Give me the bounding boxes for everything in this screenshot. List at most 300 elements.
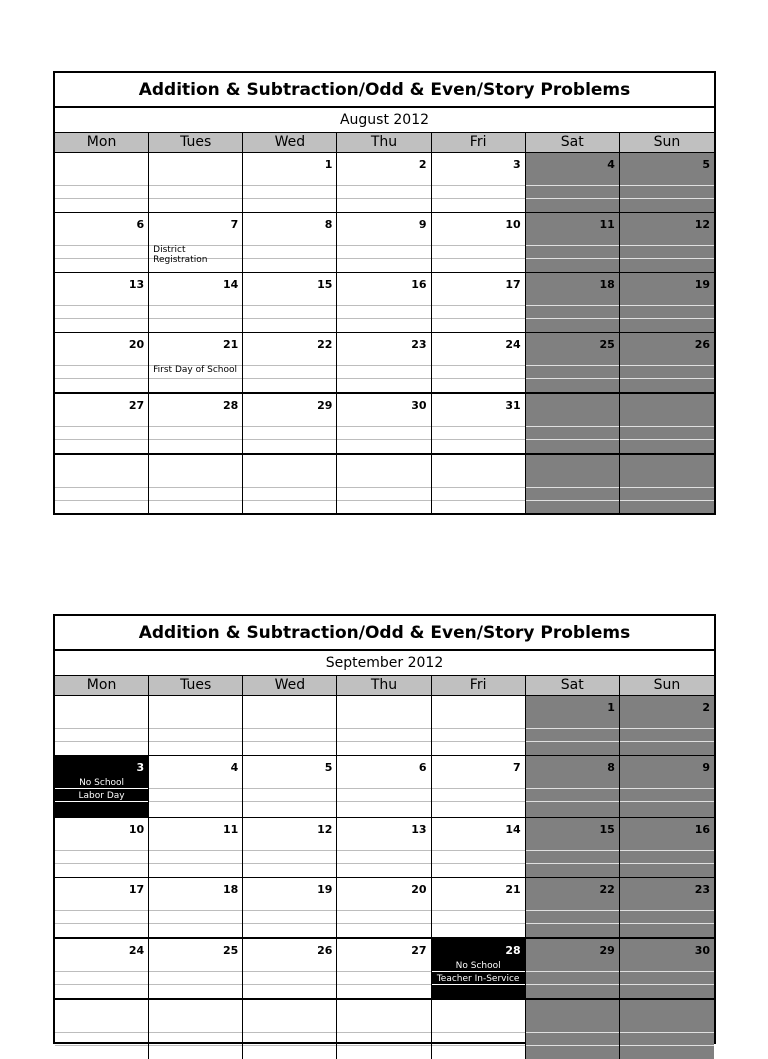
entry-line	[55, 850, 148, 851]
entry-line	[526, 1032, 619, 1033]
entry-line	[526, 426, 619, 427]
entry-line	[526, 741, 619, 742]
entry-line	[55, 365, 148, 366]
day-cell[interactable]	[55, 153, 149, 212]
entry-line	[337, 365, 430, 366]
day-cell[interactable]	[243, 939, 337, 998]
entry-line	[55, 741, 148, 742]
day-number: 18	[599, 278, 615, 291]
day-number: 2	[418, 158, 427, 171]
entry-line	[337, 500, 430, 501]
entry-line	[620, 1045, 714, 1046]
day-cell[interactable]	[149, 818, 243, 877]
day-cell[interactable]	[432, 394, 526, 453]
entry-line	[526, 984, 619, 985]
weekday-thu: Thu	[337, 676, 431, 695]
entry-line	[337, 923, 430, 924]
entry-line	[149, 728, 242, 729]
entry-line	[337, 1032, 430, 1033]
weekday-sat: Sat	[526, 133, 620, 152]
entry-line	[526, 305, 619, 306]
entry-line	[432, 185, 525, 186]
weekday-header	[55, 676, 714, 696]
calendar-title: Addition & Subtraction/Odd & Even/Story Problems	[55, 616, 714, 651]
day-cell[interactable]	[526, 394, 620, 453]
entry-line	[55, 863, 148, 864]
day-cell[interactable]	[55, 878, 149, 937]
entry-line	[526, 365, 619, 366]
entry-line	[55, 318, 148, 319]
entry-line	[432, 910, 525, 911]
day-number: 24	[505, 338, 521, 351]
day-cell[interactable]	[337, 696, 431, 755]
day-note: District	[153, 245, 186, 255]
entry-line	[149, 198, 242, 199]
calendar-title: Addition & Subtraction/Odd & Even/Story Problems	[55, 73, 714, 108]
day-cell[interactable]	[337, 333, 431, 392]
entry-line	[526, 198, 619, 199]
day-cell[interactable]	[149, 1000, 243, 1059]
day-number: 5	[702, 158, 710, 171]
week-row	[55, 1000, 714, 1059]
day-number: 1	[607, 701, 615, 714]
entry-line	[620, 500, 714, 501]
day-number: 17	[128, 883, 145, 896]
day-cell[interactable]	[149, 939, 243, 998]
entry-line	[243, 863, 336, 864]
entry-line	[432, 487, 525, 488]
entry-line	[337, 439, 430, 440]
day-cell[interactable]	[55, 333, 149, 392]
entry-line	[526, 728, 619, 729]
entry-line	[149, 971, 242, 972]
entry-line	[620, 245, 714, 246]
entry-line	[243, 258, 336, 259]
entry-line	[620, 198, 714, 199]
day-number: 23	[411, 338, 427, 351]
day-cell[interactable]	[243, 455, 337, 513]
entry-line	[432, 365, 525, 366]
day-number: 3	[513, 158, 521, 171]
day-number: 29	[599, 944, 615, 957]
day-number: 20	[128, 338, 145, 351]
weekday-tues: Tues	[149, 676, 243, 695]
entry-line	[432, 788, 525, 789]
weekday-header	[55, 133, 714, 153]
day-cell[interactable]	[620, 696, 714, 755]
day-cell[interactable]	[149, 696, 243, 755]
day-cell[interactable]	[526, 756, 620, 817]
day-cell[interactable]	[149, 213, 243, 272]
entry-line	[243, 741, 336, 742]
entry-line	[243, 305, 336, 306]
entry-line	[55, 258, 148, 259]
day-number: 12	[317, 823, 333, 836]
entry-line	[620, 850, 714, 851]
entry-line	[55, 923, 148, 924]
entry-line	[243, 426, 336, 427]
day-cell[interactable]	[432, 273, 526, 332]
entry-line	[149, 923, 242, 924]
entry-line	[432, 500, 525, 501]
entry-line	[55, 801, 148, 802]
day-cell[interactable]	[432, 1000, 526, 1059]
week-row	[55, 213, 714, 273]
day-cell[interactable]	[526, 153, 620, 212]
day-cell[interactable]	[337, 213, 431, 272]
entry-line	[55, 305, 148, 306]
day-cell[interactable]	[620, 1000, 714, 1059]
day-cell[interactable]	[620, 333, 714, 392]
day-cell[interactable]	[432, 696, 526, 755]
day-number: 15	[599, 823, 615, 836]
day-cell[interactable]	[526, 455, 620, 513]
entry-line	[526, 487, 619, 488]
day-cell[interactable]	[432, 333, 526, 392]
weekday-fri: Fri	[432, 676, 526, 695]
entry-line	[149, 1045, 242, 1046]
day-cell[interactable]	[620, 939, 714, 998]
weekday-fri: Fri	[432, 133, 526, 152]
day-cell[interactable]	[526, 878, 620, 937]
calendar-september	[53, 614, 716, 1044]
entry-line	[526, 185, 619, 186]
day-number: 8	[607, 761, 615, 774]
day-number: 23	[694, 883, 710, 896]
entry-line	[620, 378, 714, 379]
entry-line	[526, 923, 619, 924]
entry-line	[620, 923, 714, 924]
day-cell[interactable]	[243, 818, 337, 877]
entry-line	[526, 1045, 619, 1046]
entry-line	[55, 910, 148, 911]
entry-line	[149, 318, 242, 319]
day-cell[interactable]	[526, 333, 620, 392]
day-cell[interactable]	[620, 153, 714, 212]
day-number: 19	[317, 883, 333, 896]
day-number: 12	[694, 218, 710, 231]
entry-line	[432, 305, 525, 306]
day-number: 22	[317, 338, 333, 351]
entry-line	[55, 500, 148, 501]
calendar-month: September 2012	[55, 651, 714, 676]
weekday-tues: Tues	[149, 133, 243, 152]
day-number: 11	[222, 823, 239, 836]
entry-line	[432, 741, 525, 742]
day-cell[interactable]	[432, 878, 526, 937]
day-cell[interactable]	[620, 455, 714, 513]
day-note: Labor Day	[78, 791, 125, 801]
day-cell[interactable]	[149, 153, 243, 212]
entry-line	[243, 850, 336, 851]
day-number: 26	[317, 944, 333, 957]
day-number: 26	[694, 338, 710, 351]
entry-line	[337, 318, 430, 319]
calendar-grid	[55, 153, 714, 513]
entry-line	[337, 245, 430, 246]
day-cell[interactable]	[337, 939, 431, 998]
day-cell[interactable]	[149, 455, 243, 513]
entry-line	[243, 923, 336, 924]
day-cell[interactable]	[55, 696, 149, 755]
day-cell[interactable]	[55, 455, 149, 513]
calendar-grid	[55, 696, 714, 1059]
day-cell[interactable]	[55, 756, 149, 817]
week-row	[55, 756, 714, 818]
entry-line	[243, 365, 336, 366]
day-number: 19	[694, 278, 710, 291]
day-number: 31	[505, 399, 521, 412]
day-number: 10	[505, 218, 521, 231]
entry-line	[337, 487, 430, 488]
entry-line	[432, 801, 525, 802]
entry-line	[526, 258, 619, 259]
entry-line	[620, 439, 714, 440]
entry-line	[55, 1032, 148, 1033]
entry-line	[149, 487, 242, 488]
entry-line	[55, 728, 148, 729]
entry-line	[526, 971, 619, 972]
week-row	[55, 878, 714, 939]
day-cell[interactable]	[620, 273, 714, 332]
day-cell[interactable]	[243, 878, 337, 937]
weekday-mon: Mon	[55, 133, 149, 152]
day-number: 6	[136, 218, 145, 231]
day-note: Teacher In-Service	[436, 974, 520, 984]
day-number: 2	[702, 701, 710, 714]
entry-line	[526, 378, 619, 379]
entry-line	[432, 258, 525, 259]
day-number: 6	[418, 761, 427, 774]
day-cell[interactable]	[337, 455, 431, 513]
day-cell[interactable]	[526, 818, 620, 877]
weekday-wed: Wed	[243, 133, 337, 152]
entry-line	[337, 971, 430, 972]
day-cell[interactable]	[243, 213, 337, 272]
entry-line	[55, 487, 148, 488]
entry-line	[526, 245, 619, 246]
weekday-thu: Thu	[337, 133, 431, 152]
day-cell[interactable]	[243, 333, 337, 392]
day-number: 24	[128, 944, 145, 957]
day-cell[interactable]	[432, 213, 526, 272]
entry-line	[149, 185, 242, 186]
entry-line	[55, 984, 148, 985]
weekday-wed: Wed	[243, 676, 337, 695]
day-cell[interactable]	[55, 213, 149, 272]
day-cell[interactable]	[243, 756, 337, 817]
entry-line	[432, 923, 525, 924]
entry-line	[55, 971, 148, 972]
day-cell[interactable]	[620, 394, 714, 453]
day-number: 30	[411, 399, 427, 412]
day-cell[interactable]	[526, 273, 620, 332]
day-number: 17	[505, 278, 521, 291]
entry-line	[620, 258, 714, 259]
day-cell[interactable]	[620, 756, 714, 817]
week-row	[55, 939, 714, 1000]
day-cell[interactable]	[337, 153, 431, 212]
entry-line	[243, 378, 336, 379]
entry-line	[243, 1032, 336, 1033]
day-cell[interactable]	[243, 273, 337, 332]
entry-line	[620, 863, 714, 864]
day-cell[interactable]	[243, 153, 337, 212]
day-number: 4	[230, 761, 239, 774]
week-row	[55, 455, 714, 513]
entry-line	[337, 984, 430, 985]
day-cell[interactable]	[55, 273, 149, 332]
day-number: 28	[222, 399, 239, 412]
entry-line	[620, 984, 714, 985]
entry-line	[432, 984, 525, 985]
day-number: 5	[324, 761, 333, 774]
entry-line	[149, 863, 242, 864]
day-cell[interactable]	[149, 394, 243, 453]
day-number: 18	[222, 883, 239, 896]
day-number: 4	[607, 158, 615, 171]
entry-line	[243, 801, 336, 802]
day-number: 9	[418, 218, 427, 231]
day-cell[interactable]	[337, 394, 431, 453]
day-note: First Day of School	[153, 365, 237, 375]
day-cell[interactable]	[432, 756, 526, 817]
entry-line	[620, 365, 714, 366]
day-number: 29	[317, 399, 333, 412]
entry-line	[243, 788, 336, 789]
day-cell[interactable]	[432, 818, 526, 877]
day-number: 1	[324, 158, 333, 171]
day-cell[interactable]	[149, 878, 243, 937]
day-number: 11	[599, 218, 615, 231]
week-row	[55, 153, 714, 213]
day-cell[interactable]	[432, 455, 526, 513]
entry-line	[337, 185, 430, 186]
entry-line	[243, 318, 336, 319]
entry-line	[432, 728, 525, 729]
week-row	[55, 273, 714, 333]
day-number: 27	[128, 399, 145, 412]
weekday-mon: Mon	[55, 676, 149, 695]
day-number: 3	[136, 761, 145, 774]
day-number: 10	[128, 823, 145, 836]
entry-line	[620, 426, 714, 427]
entry-line	[149, 801, 242, 802]
entry-line	[337, 910, 430, 911]
day-cell[interactable]	[55, 1000, 149, 1059]
entry-line	[149, 984, 242, 985]
entry-line	[337, 1045, 430, 1046]
entry-line	[432, 1045, 525, 1046]
entry-line	[432, 971, 525, 972]
weekday-sun: Sun	[653, 677, 681, 693]
week-row	[55, 818, 714, 878]
day-cell[interactable]	[149, 756, 243, 817]
week-row	[55, 696, 714, 756]
day-number: 28	[505, 944, 521, 957]
entry-line	[243, 1045, 336, 1046]
day-number: 25	[599, 338, 615, 351]
day-cell[interactable]	[526, 1000, 620, 1059]
entry-line	[149, 910, 242, 911]
day-number: 21	[222, 338, 239, 351]
entry-line	[243, 971, 336, 972]
entry-line	[243, 500, 336, 501]
entry-line	[55, 439, 148, 440]
day-number: 21	[505, 883, 521, 896]
entry-line	[620, 788, 714, 789]
entry-line	[337, 198, 430, 199]
weekday-sun: Sun	[653, 134, 681, 150]
entry-line	[526, 500, 619, 501]
entry-line	[432, 245, 525, 246]
day-cell[interactable]	[337, 878, 431, 937]
week-row	[55, 394, 714, 455]
day-number: 8	[324, 218, 333, 231]
entry-line	[243, 245, 336, 246]
day-cell[interactable]	[55, 394, 149, 453]
entry-line	[55, 1045, 148, 1046]
day-number: 7	[230, 218, 239, 231]
day-cell[interactable]	[243, 696, 337, 755]
entry-line	[620, 185, 714, 186]
day-cell[interactable]	[149, 273, 243, 332]
entry-line	[243, 487, 336, 488]
entry-line	[149, 378, 242, 379]
day-cell[interactable]	[526, 696, 620, 755]
entry-line	[149, 305, 242, 306]
entry-line	[337, 305, 430, 306]
entry-line	[620, 971, 714, 972]
day-cell[interactable]	[55, 818, 149, 877]
day-number: 13	[128, 278, 145, 291]
day-cell[interactable]	[243, 394, 337, 453]
entry-line	[432, 378, 525, 379]
day-cell[interactable]	[55, 939, 149, 998]
entry-line	[337, 863, 430, 864]
day-cell[interactable]	[337, 818, 431, 877]
entry-line	[243, 984, 336, 985]
day-cell[interactable]	[620, 213, 714, 272]
entry-line	[149, 788, 242, 789]
entry-line	[620, 801, 714, 802]
day-cell[interactable]	[337, 273, 431, 332]
day-cell[interactable]	[432, 153, 526, 212]
entry-line	[149, 439, 242, 440]
day-number: 14	[222, 278, 239, 291]
day-cell[interactable]	[149, 333, 243, 392]
entry-line	[243, 198, 336, 199]
entry-line	[526, 788, 619, 789]
day-note: Registration	[153, 255, 208, 265]
entry-line	[55, 378, 148, 379]
day-cell[interactable]	[620, 878, 714, 937]
day-cell[interactable]	[432, 939, 526, 998]
day-cell[interactable]	[526, 939, 620, 998]
entry-line	[337, 801, 430, 802]
day-cell[interactable]	[337, 756, 431, 817]
entry-line	[55, 426, 148, 427]
entry-line	[149, 1032, 242, 1033]
entry-line	[149, 850, 242, 851]
day-cell[interactable]	[337, 1000, 431, 1059]
week-row	[55, 333, 714, 394]
day-cell[interactable]	[243, 1000, 337, 1059]
entry-line	[526, 318, 619, 319]
day-cell[interactable]	[620, 818, 714, 877]
entry-line	[620, 305, 714, 306]
day-cell[interactable]	[526, 213, 620, 272]
